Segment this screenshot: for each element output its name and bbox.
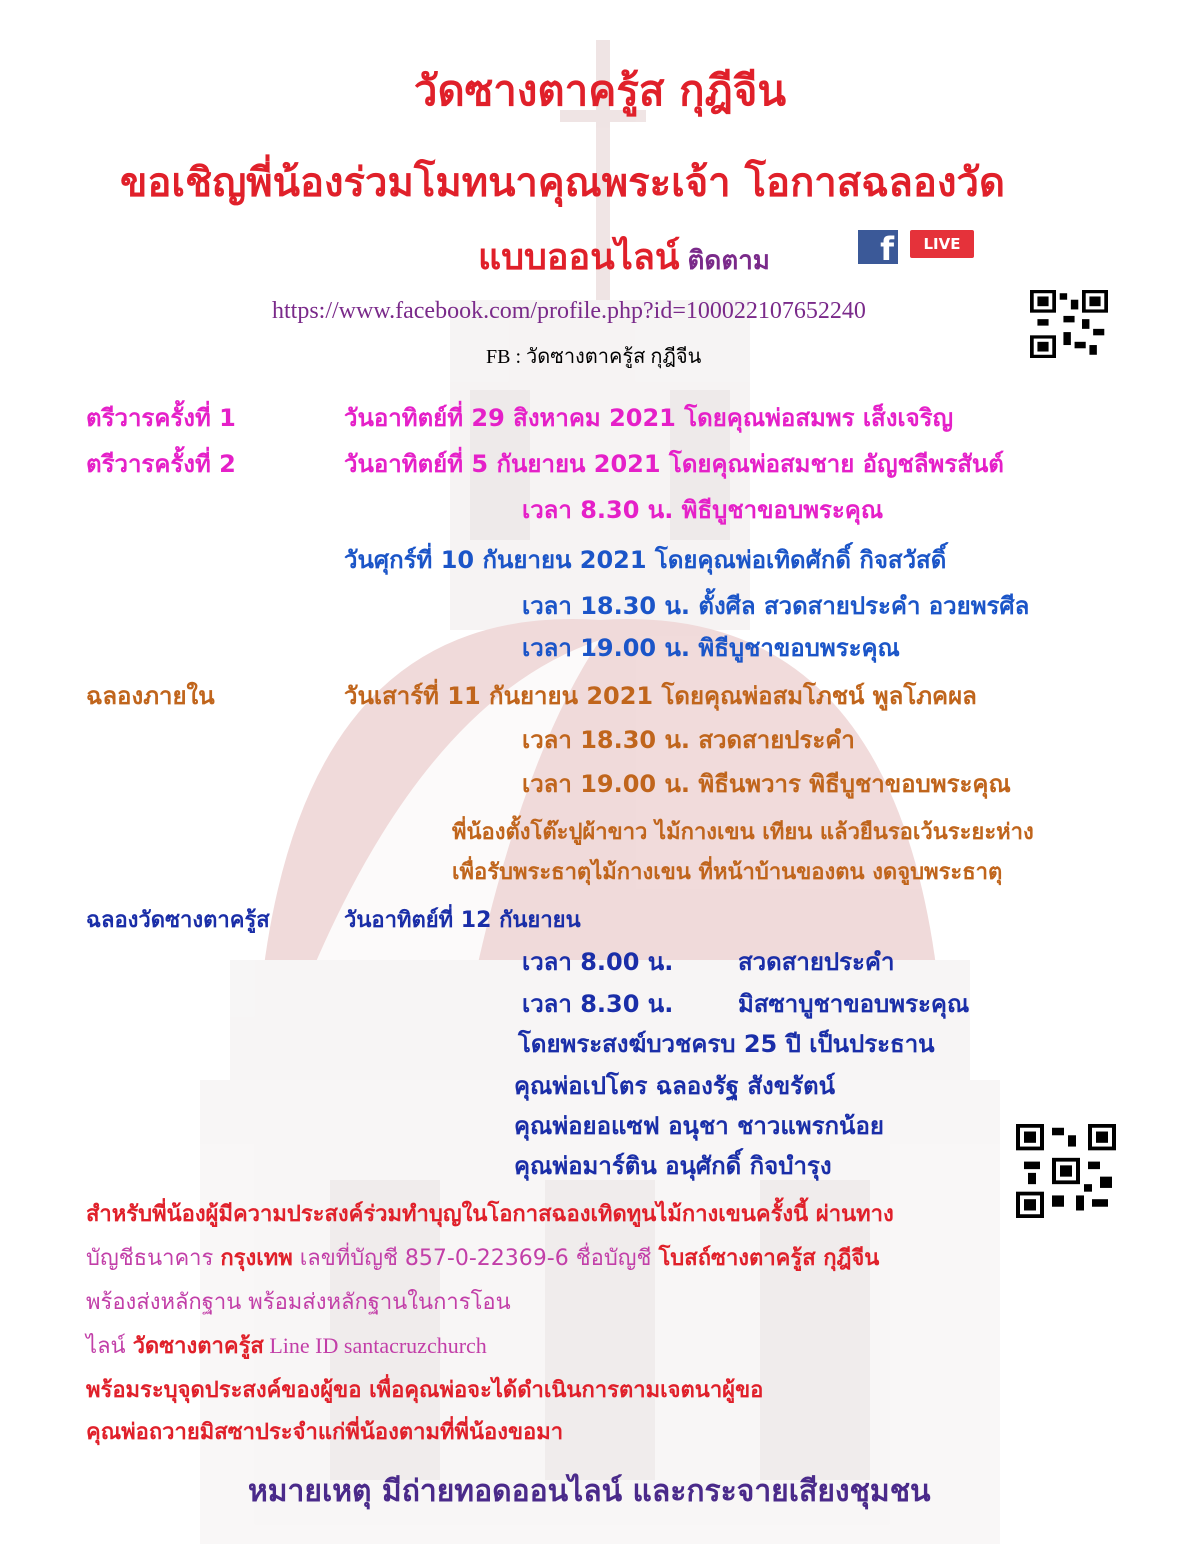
triduum-3-time2: เวลา 19.00 น. พิธีบูชาขอบพระคุณ	[522, 634, 900, 662]
donation-account-number: เลขที่บัญชี 857-0-22369-6 ชื่อบัญชี	[292, 1246, 659, 1271]
donation-line6: คุณพ่อถวายมิสซาประจำแก่พี่น้องตามที่พี่น้องขอมา	[86, 1420, 564, 1445]
internal-feast-detail: วันเสาร์ที่ 11 กันยายน 2021 โดยคุณพ่อสมโภชน์ พูลโภคผล	[344, 682, 977, 710]
donation-line5: พร้อมระบุจุดประสงค์ของผู้ขอ เพื่อคุณพ่อจะได้ดำเนินการตามเจตนาผู้ขอ	[86, 1378, 764, 1403]
donation-bank-prefix: บัญชีธนาคาร	[86, 1246, 221, 1271]
internal-feast-label: ฉลองภายใน	[86, 682, 215, 710]
triduum-2-time: เวลา 8.30 น. พิธีบูชาขอบพระคุณ	[522, 496, 884, 524]
feast-priest1: คุณพ่อเปโตร ฉลองรัฐ สังขรัตน์	[514, 1072, 836, 1100]
online-heading	[478, 228, 770, 285]
internal-feast-note2: เพื่อรับพระธาตุไม้กางเขน ที่หน้าบ้านของตน งดจูบพระธาตุ	[452, 860, 1003, 885]
feast-date: วันอาทิตย์ที่ 12 กันยายน	[344, 908, 581, 933]
live-badge: LIVE	[910, 230, 974, 258]
remark-note: หมายเหตุ มีถ่ายทอดออนไลน์ และกระจายเสียงชุมชน	[248, 1474, 931, 1509]
triduum-2-label: ตรีวารครั้งที่ 2	[86, 450, 236, 478]
feast-event1: สวดสายประคำ	[738, 948, 895, 976]
feast-priest3: คุณพ่อมาร์ติน อนุศักดิ์ กิจบำรุง	[514, 1152, 832, 1180]
triduum-2-detail: วันอาทิตย์ที่ 5 กันยายน 2021 โดยคุณพ่อสมชาย อัญชลีพรสันต์	[344, 450, 1004, 478]
facebook-url-link[interactable]: https://www.facebook.com/profile.php?id=100022107652240	[272, 298, 866, 324]
line-qr-code-icon	[1016, 1124, 1116, 1218]
feast-event2: มิสซาบูชาขอบพระคุณ	[738, 990, 970, 1018]
line-id: Line ID santacruzchurch	[263, 1333, 487, 1358]
donation-line2	[86, 1240, 879, 1275]
donation-account-name: โบสถ์ซางตาครู้ส กุฎีจีน	[658, 1246, 880, 1271]
donation-line4	[86, 1328, 487, 1363]
feast-presider: โดยพระสงฆ์บวชครบ 25 ปี เป็นประธาน	[518, 1030, 935, 1058]
line-account-name: วัดซางตาครู้ส	[132, 1334, 264, 1359]
feast-priest2: คุณพ่อยอแซฟ อนุชา ชาวแพรกน้อย	[514, 1112, 884, 1140]
feast-label: ฉลองวัดซางตาครู้ส	[86, 908, 270, 933]
follow-label: ติดตาม	[687, 246, 770, 276]
line-prefix: ไลน์	[86, 1334, 133, 1359]
internal-feast-time2: เวลา 19.00 น. พิธีนพวาร พิธีบูชาขอบพระคุณ	[522, 770, 1011, 798]
donation-bank: กรุงเทพ	[220, 1246, 293, 1271]
triduum-1-label: ตรีวารครั้งที่ 1	[86, 404, 236, 432]
qr-code-icon	[1030, 290, 1108, 358]
internal-feast-time1: เวลา 18.30 น. สวดสายประคำ	[522, 726, 855, 754]
donation-line1: สำหรับพี่น้องผู้มีความประสงค์ร่วมทำบุญในโอกาสฉองเทิดทูนไม้กางเขนครั้งนี้ ผ่านทาง	[86, 1202, 894, 1227]
feast-time2: เวลา 8.30 น.	[522, 990, 674, 1018]
facebook-icon[interactable]: f	[858, 230, 898, 264]
facebook-page-name: FB : วัดซางตาครู้ส กุฎีจีน	[486, 346, 702, 368]
internal-feast-note1: พี่น้องตั้งโต๊ะปูผ้าขาว ไม้กางเขน เทียน แล้วยืนรอเว้นระยะห่าง	[452, 820, 1034, 845]
invitation-heading: ขอเชิญพี่น้องร่วมโมทนาคุณพระเจ้า โอกาสฉลองวัด	[120, 160, 1005, 206]
donation-line3: พร้องส่งหลักฐาน พร้อมส่งหลักฐานในการโอน	[86, 1290, 511, 1315]
feast-time1: เวลา 8.00 น.	[522, 948, 674, 976]
triduum-3-time1: เวลา 18.30 น. ตั้งศีล สวดสายประคำ อวยพรศีล	[522, 592, 1030, 620]
triduum-1-detail: วันอาทิตย์ที่ 29 สิงหาคม 2021 โดยคุณพ่อสมพร เส็งเจริญ	[344, 404, 954, 432]
triduum-3-detail: วันศุกร์ที่ 10 กันยายน 2021 โดยคุณพ่อเทิดศักดิ์ กิจสวัสดิ์	[344, 546, 947, 574]
online-label: แบบออนไลน์	[478, 237, 680, 278]
church-name-title: วัดซางตาครู้ส กุฎีจีน	[413, 66, 787, 115]
